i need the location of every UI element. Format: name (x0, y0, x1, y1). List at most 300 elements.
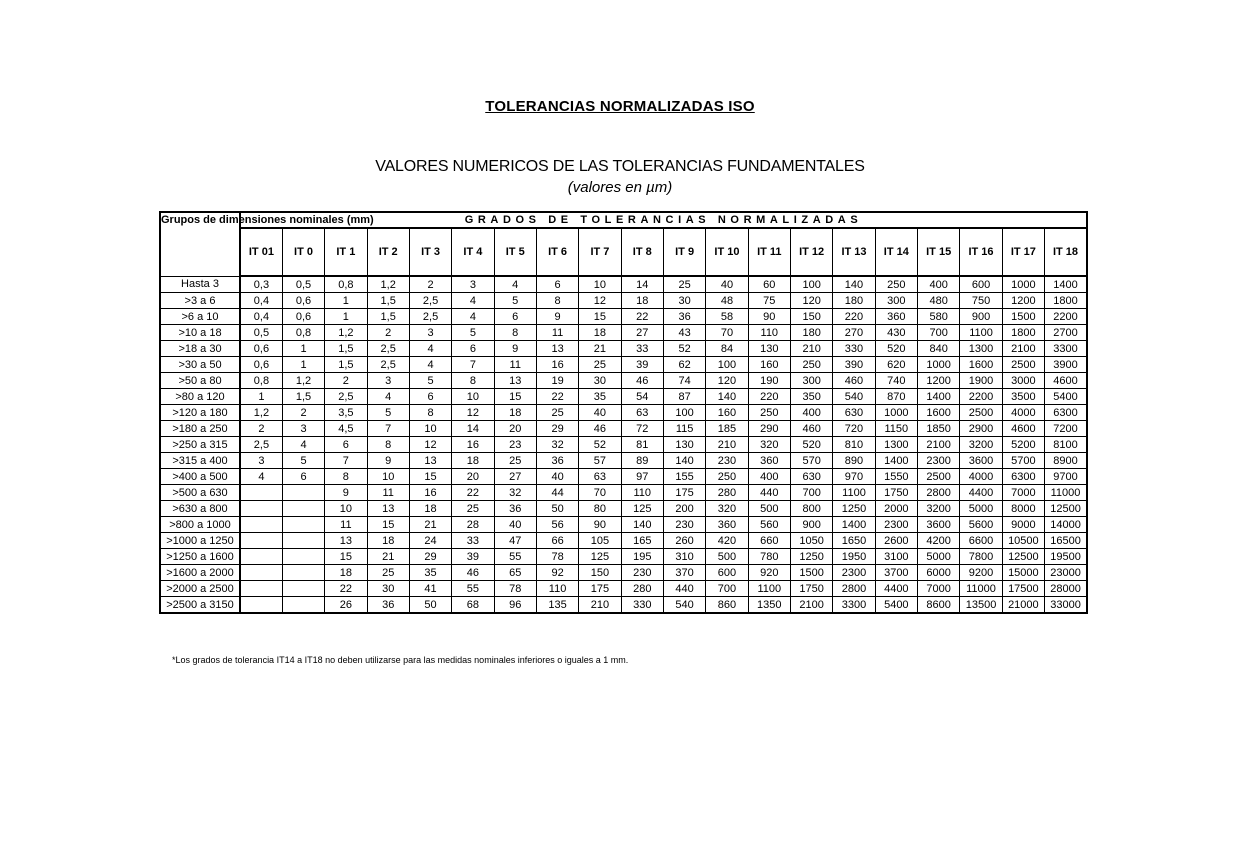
grade-header-cell: IT 11 (748, 228, 790, 276)
tolerance-cell: 4 (240, 469, 282, 485)
tolerance-cell: 7 (367, 421, 409, 437)
table-row (160, 437, 1087, 453)
tolerance-cell: 68 (452, 597, 494, 614)
tolerance-cell: 4000 (1002, 405, 1044, 421)
tolerance-cell: 1,5 (325, 357, 367, 373)
tolerance-cell: 300 (875, 293, 917, 309)
table-row (160, 293, 1087, 309)
grade-header-cell: IT 17 (1002, 228, 1044, 276)
tolerance-cell: 2,5 (367, 341, 409, 357)
row-label: >18 a 30 (160, 341, 240, 357)
tolerance-cell: 13 (494, 373, 536, 389)
tolerance-cell: 3600 (918, 517, 960, 533)
row-label: >50 a 80 (160, 373, 240, 389)
row-label: >400 a 500 (160, 469, 240, 485)
tolerance-cell: 320 (706, 501, 748, 517)
tolerance-cell: 105 (579, 533, 621, 549)
table-row (160, 325, 1087, 341)
tolerance-cell (282, 533, 324, 549)
tolerance-cell: 5600 (960, 517, 1002, 533)
tolerance-table (159, 211, 1088, 614)
tolerance-cell: 9 (367, 453, 409, 469)
tolerance-cell: 12 (452, 405, 494, 421)
tolerance-cell: 8000 (1002, 501, 1044, 517)
grades-header: GRADOS DE TOLERANCIAS NORMALIZADAS (240, 212, 1087, 228)
row-label: >80 a 120 (160, 389, 240, 405)
tolerance-cell: 1,2 (367, 276, 409, 293)
tolerance-cell: 22 (452, 485, 494, 501)
tolerance-cell: 3200 (918, 501, 960, 517)
tolerance-cell: 3 (367, 373, 409, 389)
tolerance-cell: 19500 (1045, 549, 1087, 565)
tolerance-cell: 4600 (1045, 373, 1087, 389)
tolerance-cell: 7200 (1045, 421, 1087, 437)
tolerance-cell: 9 (325, 485, 367, 501)
tolerance-cell: 900 (790, 517, 832, 533)
tolerance-cell: 10 (367, 469, 409, 485)
tolerance-cell: 2300 (875, 517, 917, 533)
tolerance-cell: 4 (452, 309, 494, 325)
tolerance-cell: 2700 (1045, 325, 1087, 341)
tolerance-cell: 21 (409, 517, 451, 533)
tolerance-cell: 72 (621, 421, 663, 437)
table-body (160, 276, 1087, 613)
row-label: >2500 a 3150 (160, 597, 240, 614)
tolerance-cell: 110 (621, 485, 663, 501)
tolerance-cell: 18 (409, 501, 451, 517)
tolerance-cell: 18 (325, 565, 367, 581)
tolerance-cell: 2200 (960, 389, 1002, 405)
tolerance-cell: 890 (833, 453, 875, 469)
table-row (160, 581, 1087, 597)
tolerance-cell: 8900 (1045, 453, 1087, 469)
tolerance-cell: 180 (833, 293, 875, 309)
tolerance-cell: 270 (833, 325, 875, 341)
tolerance-cell: 5000 (960, 501, 1002, 517)
tolerance-cell: 52 (663, 341, 705, 357)
tolerance-cell: 23 (494, 437, 536, 453)
tolerance-cell: 3700 (875, 565, 917, 581)
tolerance-cell: 400 (918, 276, 960, 293)
tolerance-cell: 4 (367, 389, 409, 405)
table-row (160, 276, 1087, 293)
grade-header-cell: IT 8 (621, 228, 663, 276)
footnote: *Los grados de tolerancia IT14 a IT18 no deben utilizarse para las medidas nominales inferiores o iguales a 1 mm. (172, 655, 629, 665)
row-label: >3 a 6 (160, 293, 240, 309)
tolerance-cell: 185 (706, 421, 748, 437)
tolerance-cell: 13 (409, 453, 451, 469)
table-row (160, 501, 1087, 517)
tolerance-cell: 25 (663, 276, 705, 293)
tolerance-cell: 4600 (1002, 421, 1044, 437)
tolerance-cell: 540 (833, 389, 875, 405)
tolerance-cell: 140 (706, 389, 748, 405)
tolerance-cell: 10 (452, 389, 494, 405)
tolerance-cell: 33 (621, 341, 663, 357)
tolerance-cell: 46 (621, 373, 663, 389)
tolerance-cell: 5 (367, 405, 409, 421)
tolerance-cell: 300 (790, 373, 832, 389)
tolerance-cell: 29 (536, 421, 578, 437)
grade-header-cell: IT 18 (1045, 228, 1087, 276)
tolerance-cell: 1500 (1002, 309, 1044, 325)
tolerance-cell: 220 (748, 389, 790, 405)
tolerance-cell: 9000 (1002, 517, 1044, 533)
tolerance-cell: 1600 (960, 357, 1002, 373)
tolerance-cell: 6 (409, 389, 451, 405)
tolerance-cell: 290 (748, 421, 790, 437)
tolerance-cell: 1500 (790, 565, 832, 581)
tolerance-cell (240, 517, 282, 533)
tolerance-cell: 25 (367, 565, 409, 581)
grade-header-cell: IT 13 (833, 228, 875, 276)
grade-header-cell: IT 16 (960, 228, 1002, 276)
tolerance-cell: 420 (706, 533, 748, 549)
tolerance-cell: 250 (706, 469, 748, 485)
tolerance-cell: 175 (663, 485, 705, 501)
tolerance-cell: 3 (452, 276, 494, 293)
tolerance-cell: 140 (621, 517, 663, 533)
grade-header-cell: IT 9 (663, 228, 705, 276)
tolerance-cell: 70 (579, 485, 621, 501)
tolerance-cell: 6 (325, 437, 367, 453)
tolerance-cell: 8 (367, 437, 409, 453)
tolerance-cell (282, 549, 324, 565)
tolerance-cell: 12500 (1002, 549, 1044, 565)
row-label: >1250 a 1600 (160, 549, 240, 565)
tolerance-cell: 630 (833, 405, 875, 421)
tolerance-cell: 180 (790, 325, 832, 341)
tolerance-cell: 9200 (960, 565, 1002, 581)
tolerance-cell: 130 (663, 437, 705, 453)
tolerance-cell: 1750 (875, 485, 917, 501)
tolerance-cell: 390 (833, 357, 875, 373)
tolerance-cell: 24 (409, 533, 451, 549)
tolerance-cell: 32 (494, 485, 536, 501)
grade-header-cell: IT 4 (452, 228, 494, 276)
row-label: >30 a 50 (160, 357, 240, 373)
tolerance-cell: 13 (325, 533, 367, 549)
tolerance-cell: 100 (706, 357, 748, 373)
tolerance-cell: 60 (748, 276, 790, 293)
tolerance-cell: 46 (579, 421, 621, 437)
tolerance-cell: 160 (706, 405, 748, 421)
tolerance-cell: 480 (918, 293, 960, 309)
tolerance-cell: 280 (621, 581, 663, 597)
tolerance-cell: 1100 (748, 581, 790, 597)
tolerance-cell: 1800 (1045, 293, 1087, 309)
tolerance-cell: 1 (325, 309, 367, 325)
tolerance-cell: 600 (960, 276, 1002, 293)
tolerance-cell: 0,4 (240, 309, 282, 325)
tolerance-cell: 1 (282, 341, 324, 357)
tolerance-cell: 9700 (1045, 469, 1087, 485)
tolerance-cell: 165 (621, 533, 663, 549)
tolerance-cell: 100 (663, 405, 705, 421)
tolerance-cell: 2300 (833, 565, 875, 581)
tolerance-cell: 1000 (875, 405, 917, 421)
tolerance-cell: 6 (452, 341, 494, 357)
tolerance-cell: 2900 (960, 421, 1002, 437)
tolerance-cell: 155 (663, 469, 705, 485)
row-label: >2000 a 2500 (160, 581, 240, 597)
tolerance-cell: 220 (833, 309, 875, 325)
tolerance-cell: 2800 (833, 581, 875, 597)
tolerance-cell: 100 (790, 276, 832, 293)
tolerance-cell: 2,5 (409, 293, 451, 309)
table-row (160, 389, 1087, 405)
tolerance-cell: 440 (663, 581, 705, 597)
tolerance-cell: 18 (367, 533, 409, 549)
units-note: (valores en µm) (567, 179, 673, 196)
tolerance-cell: 2000 (875, 501, 917, 517)
grade-header-row (160, 228, 1087, 276)
tolerance-cell: 10 (579, 276, 621, 293)
tolerance-cell: 520 (875, 341, 917, 357)
tolerance-cell: 1850 (918, 421, 960, 437)
tolerance-cell (282, 597, 324, 614)
tolerance-cell: 18 (579, 325, 621, 341)
tolerance-cell: 13500 (960, 597, 1002, 614)
tolerance-cell: 80 (579, 501, 621, 517)
tolerance-cell: 2500 (960, 405, 1002, 421)
tolerance-cell: 135 (536, 597, 578, 614)
table-header-row-1 (160, 212, 1087, 228)
tolerance-cell: 7000 (918, 581, 960, 597)
table-row (160, 517, 1087, 533)
tolerance-cell: 57 (579, 453, 621, 469)
tolerance-cell: 5 (452, 325, 494, 341)
tolerance-cell: 3500 (1002, 389, 1044, 405)
tolerance-cell: 1400 (1045, 276, 1087, 293)
tolerance-cell: 15 (367, 517, 409, 533)
tolerance-cell: 860 (706, 597, 748, 614)
tolerance-cell: 1 (240, 389, 282, 405)
tolerance-cell: 78 (494, 581, 536, 597)
tolerance-cell: 210 (579, 597, 621, 614)
tolerance-cell: 1200 (918, 373, 960, 389)
tolerance-cell: 16 (452, 437, 494, 453)
grade-header-cell: IT 14 (875, 228, 917, 276)
tolerance-cell: 210 (706, 437, 748, 453)
tolerance-cell: 400 (790, 405, 832, 421)
tolerance-cell: 40 (706, 276, 748, 293)
table-row (160, 549, 1087, 565)
tolerance-cell: 750 (960, 293, 1002, 309)
tolerance-cell: 7800 (960, 549, 1002, 565)
table-row (160, 597, 1087, 614)
tolerance-cell: 8100 (1045, 437, 1087, 453)
tolerance-cell: 570 (790, 453, 832, 469)
tolerance-cell: 1300 (960, 341, 1002, 357)
tolerance-cell: 3300 (833, 597, 875, 614)
tolerance-cell: 40 (579, 405, 621, 421)
tolerance-cell (240, 597, 282, 614)
tolerance-cell: 62 (663, 357, 705, 373)
tolerance-cell: 140 (833, 276, 875, 293)
tolerance-cell: 740 (875, 373, 917, 389)
tolerance-cell: 74 (663, 373, 705, 389)
tolerance-cell: 0,6 (282, 309, 324, 325)
tolerance-cell: 22 (536, 389, 578, 405)
grade-header-cell: IT 2 (367, 228, 409, 276)
tolerance-cell: 7 (325, 453, 367, 469)
tolerance-cell: 560 (748, 517, 790, 533)
tolerance-cell: 12 (579, 293, 621, 309)
tolerance-cell: 7000 (1002, 485, 1044, 501)
tolerance-cell: 230 (663, 517, 705, 533)
tolerance-cell: 14000 (1045, 517, 1087, 533)
row-label: >1000 a 1250 (160, 533, 240, 549)
tolerance-cell: 89 (621, 453, 663, 469)
table-row (160, 341, 1087, 357)
tolerance-cell: 36 (663, 309, 705, 325)
tolerance-cell: 97 (621, 469, 663, 485)
tolerance-cell: 3000 (1002, 373, 1044, 389)
tolerance-cell: 840 (918, 341, 960, 357)
tolerance-cell: 16 (409, 485, 451, 501)
tolerance-cell: 8 (494, 325, 536, 341)
tolerance-cell: 5 (409, 373, 451, 389)
tolerance-cell: 8 (325, 469, 367, 485)
tolerance-cell: 5 (494, 293, 536, 309)
grade-header-cell: IT 10 (706, 228, 748, 276)
tolerance-cell: 150 (579, 565, 621, 581)
tolerance-cell: 70 (706, 325, 748, 341)
tolerance-cell: 5200 (1002, 437, 1044, 453)
tolerance-cell: 320 (748, 437, 790, 453)
tolerance-cell: 150 (790, 309, 832, 325)
tolerance-cell: 0,3 (240, 276, 282, 293)
tolerance-cell: 47 (494, 533, 536, 549)
tolerance-cell: 1000 (1002, 276, 1044, 293)
tolerance-cell: 1,2 (240, 405, 282, 421)
tolerance-cell: 1250 (833, 501, 875, 517)
tolerance-cell: 17500 (1002, 581, 1044, 597)
tolerance-cell: 22 (325, 581, 367, 597)
tolerance-cell: 1950 (833, 549, 875, 565)
tolerance-cell: 18 (621, 293, 663, 309)
tolerance-cell: 28000 (1045, 581, 1087, 597)
grade-header-cell: IT 6 (536, 228, 578, 276)
tolerance-cell: 66 (536, 533, 578, 549)
tolerance-cell: 5400 (875, 597, 917, 614)
tolerance-cell (282, 517, 324, 533)
tolerance-cell: 90 (579, 517, 621, 533)
tolerance-cell: 1550 (875, 469, 917, 485)
tolerance-cell: 280 (706, 485, 748, 501)
tolerance-cell: 30 (579, 373, 621, 389)
tolerance-cell: 33000 (1045, 597, 1087, 614)
tolerance-cell: 2,5 (325, 389, 367, 405)
tolerance-cell: 4,5 (325, 421, 367, 437)
tolerance-cell: 11 (325, 517, 367, 533)
tolerance-cell: 3300 (1045, 341, 1087, 357)
table-row (160, 453, 1087, 469)
table-row (160, 533, 1087, 549)
tolerance-cell: 970 (833, 469, 875, 485)
tolerance-cell: 2600 (875, 533, 917, 549)
tolerance-cell: 10500 (1002, 533, 1044, 549)
tolerance-cell: 48 (706, 293, 748, 309)
tolerance-cell: 310 (663, 549, 705, 565)
tolerance-cell: 700 (706, 581, 748, 597)
document-title: TOLERANCIAS NORMALIZADAS ISO (485, 98, 755, 115)
tolerance-cell: 2 (240, 421, 282, 437)
tolerance-cell: 10 (409, 421, 451, 437)
tolerance-cell: 78 (536, 549, 578, 565)
tolerance-cell: 96 (494, 597, 536, 614)
tolerance-cell: 50 (409, 597, 451, 614)
row-label: >800 a 1000 (160, 517, 240, 533)
tolerance-cell: 9 (536, 309, 578, 325)
tolerance-cell: 11000 (960, 581, 1002, 597)
tolerance-cell: 360 (748, 453, 790, 469)
grade-header-cell: IT 1 (325, 228, 367, 276)
tolerance-cell: 0,6 (282, 293, 324, 309)
tolerance-cell: 540 (663, 597, 705, 614)
tolerance-cell: 15000 (1002, 565, 1044, 581)
tolerance-cell: 18 (494, 405, 536, 421)
tolerance-cell: 440 (748, 485, 790, 501)
tolerance-cell: 6 (282, 469, 324, 485)
tolerance-cell: 120 (706, 373, 748, 389)
tolerance-cell: 1,5 (367, 309, 409, 325)
tolerance-cell: 29 (409, 549, 451, 565)
tolerance-cell: 720 (833, 421, 875, 437)
tolerance-cell: 660 (748, 533, 790, 549)
tolerance-cell: 25 (579, 357, 621, 373)
tolerance-cell (240, 565, 282, 581)
tolerance-cell: 110 (748, 325, 790, 341)
tolerance-cell: 28 (452, 517, 494, 533)
tolerance-cell: 1400 (833, 517, 875, 533)
tolerance-cell: 10 (325, 501, 367, 517)
tolerance-cell: 81 (621, 437, 663, 453)
tolerance-cell: 0,4 (240, 293, 282, 309)
tolerance-cell: 1 (282, 357, 324, 373)
tolerance-cell: 190 (748, 373, 790, 389)
tolerance-cell: 1250 (790, 549, 832, 565)
tolerance-cell: 43 (663, 325, 705, 341)
table-row (160, 421, 1087, 437)
tolerance-cell: 26 (325, 597, 367, 614)
tolerance-cell: 630 (790, 469, 832, 485)
tolerance-cell: 46 (452, 565, 494, 581)
tolerance-cell: 2800 (918, 485, 960, 501)
tolerance-cell: 15 (325, 549, 367, 565)
tolerance-cell: 36 (494, 501, 536, 517)
tolerance-cell: 920 (748, 565, 790, 581)
tolerance-cell: 360 (706, 517, 748, 533)
tolerance-cell: 30 (663, 293, 705, 309)
tolerance-cell: 1,5 (325, 341, 367, 357)
tolerance-cell: 520 (790, 437, 832, 453)
tolerance-cell: 0,8 (240, 373, 282, 389)
tolerance-cell: 2,5 (367, 357, 409, 373)
tolerance-cell: 700 (918, 325, 960, 341)
tolerance-cell: 30 (367, 581, 409, 597)
tolerance-cell: 210 (790, 341, 832, 357)
tolerance-cell: 25 (452, 501, 494, 517)
tolerance-cell: 7 (452, 357, 494, 373)
tolerance-cell: 115 (663, 421, 705, 437)
row-label: >630 a 800 (160, 501, 240, 517)
tolerance-cell: 1050 (790, 533, 832, 549)
tolerance-cell: 5 (282, 453, 324, 469)
tolerance-cell: 350 (790, 389, 832, 405)
table-row (160, 357, 1087, 373)
